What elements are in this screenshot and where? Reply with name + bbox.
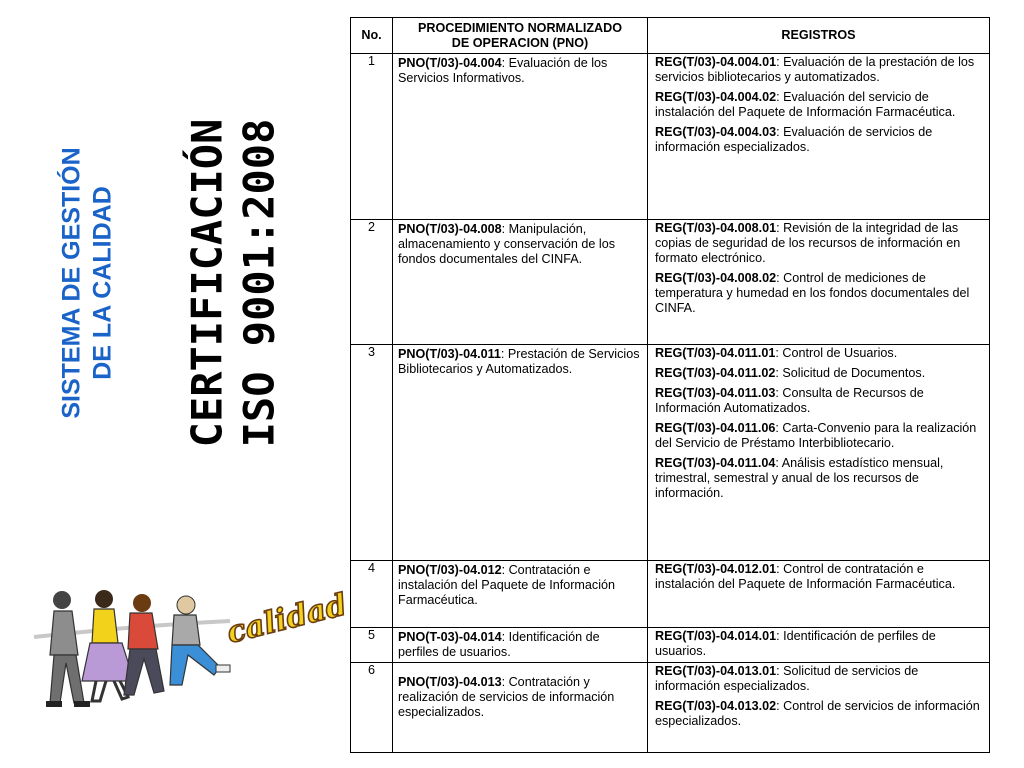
pno-cell <box>393 220 648 345</box>
pno-description: : Identificación de perfiles de usuarios. <box>398 630 600 659</box>
pno-code: PNO(T/03)-04.008 <box>398 222 502 236</box>
registro-code: REG(T/03)-04.011.02 <box>655 366 776 380</box>
registro-entry <box>655 125 983 155</box>
registro-entry <box>655 90 983 120</box>
header-no: No. <box>351 18 393 54</box>
pno-description: : Prestación de Servicios Bibliotecarios y Automatizados. <box>398 347 640 376</box>
table-row <box>351 54 990 220</box>
registro-code: REG(T/03)-04.008.02 <box>655 271 777 285</box>
table-row <box>351 561 990 628</box>
tug-of-war-clipart <box>30 585 351 715</box>
registro-description: : Evaluación de la prestación de los servicios bibliotecarios y automatizados. <box>655 55 975 84</box>
registro-code: REG(T/03)-04.011.06 <box>655 421 776 435</box>
title-line-1: SISTEMA DE GESTIÓN <box>57 146 86 419</box>
row-number: 2 <box>351 220 393 345</box>
registros-cell <box>648 561 990 628</box>
registro-description: : Consulta de Recursos de Información Automatizados. <box>655 386 924 415</box>
registro-entry <box>655 346 983 361</box>
registro-description: : Solicitud de servicios de información especializados. <box>655 664 919 693</box>
quality-system-title <box>40 95 135 470</box>
pno-description: : Contratación e instalación del Paquete de Información Farmacéutica. <box>398 563 616 607</box>
registro-entry <box>655 562 983 592</box>
registro-description: : Análisis estadístico mensual, trimestral, semestral y anual de los recursos de información. <box>655 456 944 500</box>
registros-cell <box>648 54 990 220</box>
table-row <box>351 220 990 345</box>
pno-code: PNO(T/03)-04.004 <box>398 56 502 70</box>
registro-entry <box>655 664 983 694</box>
pno-code: PNO(T/03)-04.012 <box>398 563 502 577</box>
pno-description: : Contratación y realización de servicios de información especializados. <box>398 675 615 719</box>
table-row <box>351 663 990 753</box>
pno-cell <box>393 628 648 663</box>
pno-description: : Evaluación de los Servicios Informativos. <box>398 56 608 85</box>
registro-code: REG(T/03)-04.008.01 <box>655 221 777 235</box>
registros-cell <box>648 220 990 345</box>
registro-code: REG(T/03)-04.013.02 <box>655 699 777 713</box>
row-number: 1 <box>351 54 393 220</box>
pno-code: PNO(T/03)-04.011 <box>398 347 501 361</box>
registro-code: REG(T/03)-04.004.03 <box>655 125 777 139</box>
pno-cell <box>393 663 648 753</box>
registro-description: : Evaluación del servicio de instalación del Paquete de Información Farmacéutica. <box>655 90 956 119</box>
registro-entry <box>655 421 983 451</box>
registro-entry <box>655 271 983 316</box>
header-pno-line-1: PROCEDIMIENTO NORMALIZADO <box>417 20 623 35</box>
registro-description: : Carta-Convenio para la realización del Servicio de Préstamo Interbibliotecario. <box>655 421 977 450</box>
table-row <box>351 345 990 561</box>
row-number: 5 <box>351 628 393 663</box>
cert-line-1: CERTIFICACIÓN <box>182 118 232 448</box>
registro-code: REG(T/03)-04.014.01 <box>655 629 777 643</box>
cert-line-2: ISO 9001:2008 <box>234 118 284 448</box>
header-registros: REGISTROS <box>648 18 990 54</box>
pno-code: PNO(T/03)-04.013 <box>398 675 502 689</box>
registro-entry <box>655 366 983 381</box>
registro-code: REG(T/03)-04.004.02 <box>655 90 777 104</box>
registro-entry <box>655 221 983 266</box>
registro-entry <box>655 55 983 85</box>
registro-code: REG(T/03)-04.011.03 <box>655 386 776 400</box>
table-header-row <box>351 18 990 54</box>
pno-code: PNO(T-03)-04.014 <box>398 630 502 644</box>
registro-description: : Evaluación de servicios de información especializados. <box>655 125 933 154</box>
procedures-table <box>350 17 990 753</box>
registro-description: : Solicitud de Documentos. <box>775 366 926 380</box>
registro-description: : Control de servicios de información especializados. <box>655 699 980 728</box>
registro-code: REG(T/03)-04.011.01 <box>655 346 776 360</box>
registro-description: : Control de contratación e instalación del Paquete de Información Farmacéutica. <box>655 562 956 591</box>
pno-cell <box>393 345 648 561</box>
row-number: 3 <box>351 345 393 561</box>
header-pno <box>393 18 648 54</box>
registro-description: : Revisión de la integridad de las copias de seguridad de los recursos de información en formato electrónico. <box>655 221 961 265</box>
certification-title <box>178 88 288 478</box>
pno-cell <box>393 561 648 628</box>
clipart-word: calidad <box>223 587 351 651</box>
row-number: 4 <box>351 561 393 628</box>
registro-entry <box>655 629 983 659</box>
registro-entry <box>655 386 983 416</box>
row-number: 6 <box>351 663 393 753</box>
registro-entry <box>655 456 983 501</box>
title-line-2: DE LA CALIDAD <box>88 185 117 380</box>
registro-code: REG(T/03)-04.012.01 <box>655 562 777 576</box>
registros-cell <box>648 628 990 663</box>
registro-code: REG(T/03)-04.013.01 <box>655 664 777 678</box>
registro-code: REG(T/03)-04.011.04 <box>655 456 776 470</box>
registro-description: : Identificación de perfiles de usuarios. <box>655 629 936 658</box>
pno-description: : Manipulación, almacenamiento y conservación de los fondos documentales del CINFA. <box>398 222 616 266</box>
registro-code: REG(T/03)-04.004.01 <box>655 55 777 69</box>
header-pno-line-2: DE OPERACION (PNO) <box>451 35 589 50</box>
registro-description: : Control de Usuarios. <box>775 346 898 360</box>
registro-description: : Control de mediciones de temperatura y humedad en los fondos documentales del CINFA. <box>655 271 970 315</box>
pno-cell <box>393 54 648 220</box>
registro-entry <box>655 699 983 729</box>
registros-cell <box>648 345 990 561</box>
registros-cell <box>648 663 990 753</box>
table-row <box>351 628 990 663</box>
